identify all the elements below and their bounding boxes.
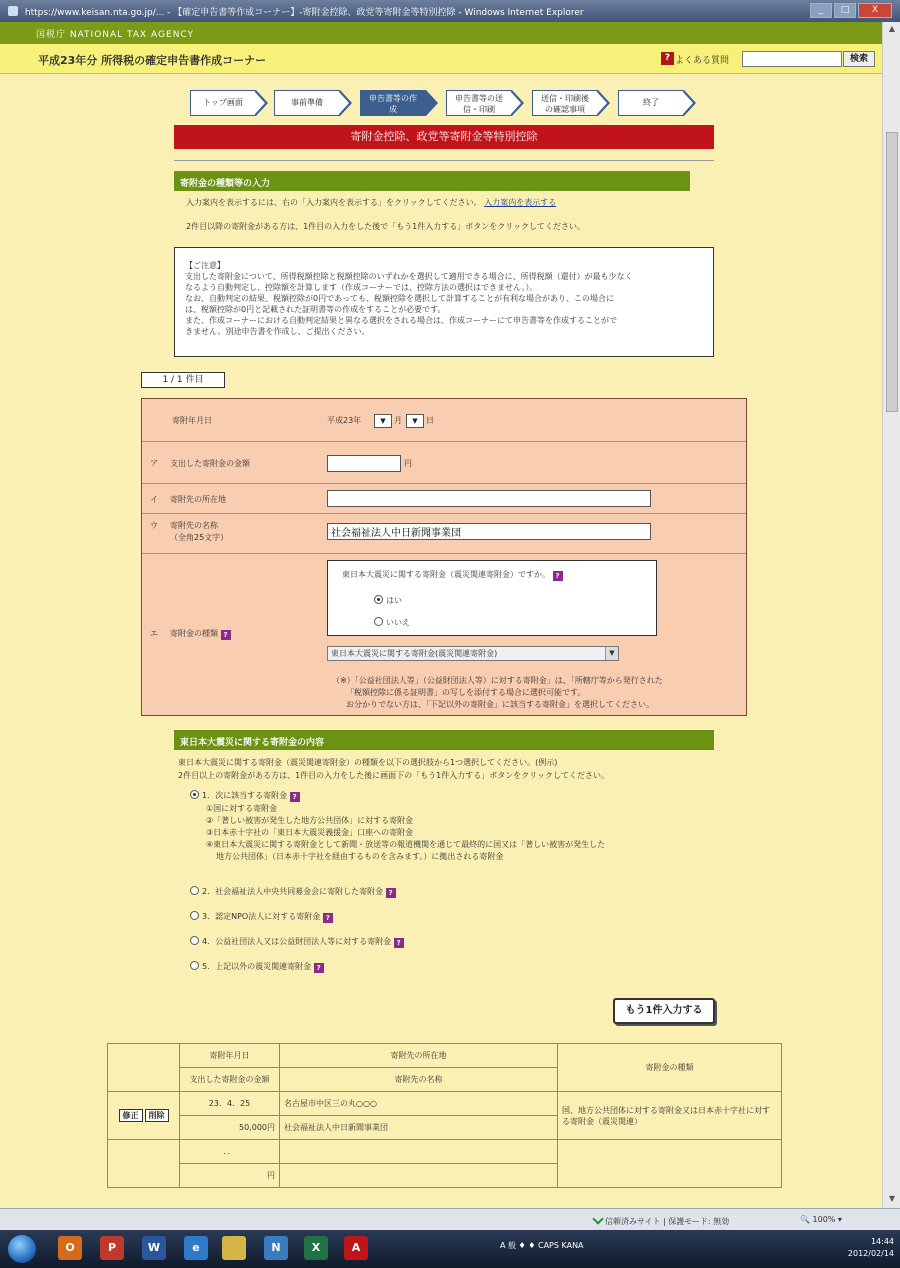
- section-header-quake: 東日本大震災に関する寄附金の内容: [174, 730, 714, 750]
- windows-taskbar: [0, 1230, 900, 1268]
- show-guide-link[interactable]: 入力案内を表示する: [484, 198, 557, 207]
- clock: [848, 1236, 894, 1260]
- help-icon[interactable]: ?: [314, 963, 324, 973]
- quake-option-5[interactable]: 5．上記以外の震災関連寄附金 ?: [190, 961, 324, 973]
- close-button[interactable]: X: [858, 3, 892, 18]
- minimize-button[interactable]: _: [810, 3, 832, 18]
- header-type: 寄附金の種類: [558, 1044, 782, 1092]
- radio-selected-icon[interactable]: [190, 790, 199, 799]
- option-detail: ③日本赤十字社の「東日本大震災義援金」口座への寄附金: [206, 828, 414, 837]
- edit-button[interactable]: 修正: [119, 1109, 143, 1122]
- date-era: 平成23年: [327, 416, 362, 425]
- window-controls: [810, 3, 892, 18]
- form-row-name: [142, 514, 746, 554]
- page-scrollbar[interactable]: [882, 22, 900, 1208]
- amount-unit: 円: [404, 459, 412, 468]
- month-select[interactable]: ▼: [374, 414, 392, 428]
- quake-option-1[interactable]: 1．次に該当する寄附金 ?: [190, 790, 300, 802]
- type-note: お分かりでない方は、「下記以外の寄附金」に該当する寄附金」を選択してください。: [346, 700, 654, 709]
- type-note: （※）「公益社団法人等」（公益財団法人等）に対する寄附金」は、「所轄庁等から発行された: [332, 676, 663, 685]
- help-icon[interactable]: ?: [323, 913, 333, 923]
- notice-line: なるよう自動判定し、控除額を計算します（作成コーナーでは、控除方法の選択はできません。）。: [185, 283, 538, 292]
- row-address: 名古屋市中区三の丸○○○: [280, 1092, 558, 1116]
- ie-icon: [8, 6, 18, 16]
- scroll-down-icon[interactable]: ▼: [888, 1194, 896, 1203]
- donation-form: [141, 398, 747, 716]
- quake-question-box: [327, 560, 657, 636]
- row-name: [280, 1164, 558, 1188]
- page-heading: 平成23年分 所得税の確定申告書作成コーナー: [38, 54, 267, 67]
- header-amount: 支出した寄附金の金額: [180, 1068, 280, 1092]
- section-header-donation-type: 寄附金の種類等の入力: [174, 171, 690, 191]
- notice-line: なお、自動判定の結果、税額控除が0円であっても、税額控除を選択して計算することが有利な場合があり、この場合に: [185, 294, 615, 303]
- start-button[interactable]: [8, 1235, 36, 1263]
- step-send-print: 申告書等の送信・印刷: [446, 90, 512, 116]
- quake-question: 東日本大震災に関する寄附金（震災関連寄附金）ですか。 ?: [342, 569, 563, 581]
- window-title: https://www.keisan.nta.go.jp/... - 【確定申告書等作成コーナー】-寄附金控除、政党等寄附金等特別控除 - Windows Internet Explorer: [24, 8, 584, 18]
- table-header-row: [108, 1044, 782, 1068]
- row-actions: [108, 1092, 180, 1140]
- scroll-up-icon[interactable]: ▲: [888, 24, 896, 33]
- radio-yes[interactable]: はい: [374, 595, 402, 606]
- option-detail: 地方公共団体」（日本赤十字社を経由するものを含みます。）に拠出される寄附金: [216, 852, 504, 861]
- browser-titlebar: [0, 0, 900, 22]
- radio-selected-icon[interactable]: [374, 595, 383, 604]
- step-arrow-icon: [256, 90, 268, 116]
- option-detail: ④東日本大震災に関する寄附金として新聞・放送等の報道機関を通じて最終的に国又は「著しい被害が発生した: [206, 840, 606, 849]
- type-note: 「税額控除に係る証明書」の写しを添付する場合に選択可能です。: [346, 688, 586, 697]
- quake-option-3[interactable]: 3．認定NPO法人に対する寄附金 ?: [190, 911, 333, 923]
- step-arrow-icon: [598, 90, 610, 116]
- divider: [174, 160, 714, 161]
- help-icon[interactable]: ?: [221, 630, 231, 640]
- search-input[interactable]: [742, 51, 842, 67]
- donation-summary-table: [107, 1043, 782, 1188]
- check-icon: [592, 1213, 603, 1224]
- row-address: [280, 1140, 558, 1164]
- folder-icon[interactable]: [222, 1236, 246, 1260]
- radio-icon[interactable]: [190, 886, 199, 895]
- add-another-button[interactable]: もう1件入力する: [613, 998, 715, 1024]
- day-unit: 日: [426, 416, 434, 425]
- step-top: トップ画面: [190, 90, 256, 116]
- quake-intro: 2件目以上の寄附金がある方は、1件目の入力をした後に画面下の「もう1件入力する」ボタンをクリックしてください。: [178, 771, 609, 780]
- chevron-down-icon[interactable]: ▼: [605, 647, 618, 660]
- excel-icon[interactable]: X: [304, 1236, 328, 1260]
- notice-title: 【ご注意】: [185, 261, 225, 270]
- form-row-date: [142, 399, 746, 442]
- header-bar: [0, 44, 882, 74]
- search-button[interactable]: 検索: [843, 51, 875, 67]
- help-icon[interactable]: ?: [661, 52, 674, 65]
- clock-time: 14:44: [870, 1237, 894, 1246]
- agency-name: 国税庁 NATIONAL TAX AGENCY: [36, 30, 195, 40]
- radio-no[interactable]: いいえ: [374, 617, 410, 628]
- row-date: ．．: [180, 1140, 280, 1164]
- date-label: 寄附年月日: [172, 416, 212, 425]
- radio-icon[interactable]: [190, 936, 199, 945]
- month-unit: 月: [394, 416, 402, 425]
- page-title: 寄附金控除、政党等寄附金等特別控除: [174, 125, 714, 149]
- row-type: 国、地方公共団体に対する寄附金又は日本赤十字社に対する寄附金（震災関連）: [558, 1092, 782, 1140]
- radio-icon[interactable]: [374, 617, 383, 626]
- notice-line: また、作成コーナーにおける自動判定結果と異なる選択をされる場合は、作成コーナーにて申告書等を作成することがで: [185, 316, 617, 325]
- step-prepare: 事前準備: [274, 90, 340, 116]
- radio-icon[interactable]: [190, 961, 199, 970]
- amount-label: ア 支出した寄附金の金額: [150, 459, 250, 468]
- record-counter: 1 / 1 件目: [141, 372, 225, 388]
- agency-bar: [0, 22, 882, 44]
- day-select[interactable]: ▼: [406, 414, 424, 428]
- intro-line: 入力案内を表示するには、右の「入力案内を表示する」をクリックしてください。 入力案内を表示する: [186, 198, 557, 207]
- header-date: 寄附年月日: [180, 1044, 280, 1068]
- maximize-button[interactable]: □: [834, 3, 856, 18]
- browser-statusbar: [0, 1208, 900, 1230]
- form-row-address: [142, 484, 746, 514]
- donation-type-select[interactable]: 東日本大震災に関する寄附金(震災関連寄附金) ▼: [327, 646, 619, 661]
- address-label: イ 寄附先の所在地: [150, 495, 226, 504]
- header-address: 寄附先の所在地: [280, 1044, 558, 1068]
- step-create: 申告書等の作成: [360, 90, 426, 116]
- form-row-amount: [142, 442, 746, 484]
- system-tray: A 般 ♦ ♦ CAPS KANA: [500, 1241, 584, 1250]
- name-label: ウ 寄附先の名称: [150, 521, 218, 530]
- word-icon[interactable]: W: [142, 1236, 166, 1260]
- security-zone: 信頼済みサイト | 保護モード: 無効: [594, 1215, 729, 1227]
- quake-option-2[interactable]: 2．社会福祉法人中央共同募金会に寄附した寄附金 ?: [190, 886, 396, 898]
- row-name: 社会福祉法人中日新聞事業団: [280, 1116, 558, 1140]
- step-end: 終了: [618, 90, 684, 116]
- row-amount: 50,000円: [180, 1116, 280, 1140]
- amount-input[interactable]: [327, 455, 401, 472]
- type-label: エ 寄附金の種類 ?: [150, 628, 231, 640]
- help-icon[interactable]: ?: [386, 888, 396, 898]
- row-type: [558, 1140, 782, 1188]
- help-icon[interactable]: ?: [394, 938, 404, 948]
- zoom-level[interactable]: 🔍 100% ▾: [800, 1215, 842, 1224]
- notice-line: 支出した寄附金について、所得税額控除と税額控除のいずれかを選択して適用できる場合に、所得税額（還付）が最も少なく: [185, 272, 633, 281]
- faq-link[interactable]: よくある質問: [675, 56, 730, 66]
- header-name: 寄附先の名称: [280, 1068, 558, 1092]
- quake-intro: 東日本大震災に関する寄附金（震災関連寄附金）の種類を以下の選択肢から1つ選択してください。(例示): [178, 758, 558, 767]
- notice-box: [174, 247, 714, 357]
- table-row: [108, 1140, 782, 1164]
- quake-option-4[interactable]: 4．公益社団法人又は公益財団法人等に対する寄附金 ?: [190, 936, 404, 948]
- option-detail: ①国に対する寄附金: [206, 804, 278, 813]
- outlook-icon[interactable]: O: [58, 1236, 82, 1260]
- row-actions: [108, 1140, 180, 1188]
- clock-date: 2012/02/14: [847, 1249, 894, 1258]
- help-icon[interactable]: ?: [290, 792, 300, 802]
- table-row: [108, 1092, 782, 1116]
- scroll-thumb[interactable]: [886, 132, 898, 412]
- acrobat-icon[interactable]: A: [344, 1236, 368, 1260]
- app-icon[interactable]: N: [264, 1236, 288, 1260]
- step-arrow-icon: [684, 90, 696, 116]
- intro-line: 2件目以降の寄附金がある方は、1件目の入力をした後で「もう1件入力する」ボタンをクリックしてください。: [186, 222, 585, 231]
- internet-explorer-icon[interactable]: e: [184, 1236, 208, 1260]
- step-arrow-icon: [512, 90, 524, 116]
- step-after-confirm: 送信・印刷後の確認事項: [532, 90, 598, 116]
- row-date: 23．4．25: [180, 1092, 280, 1116]
- notice-line: きません。別途申告書を作成し、ご提出ください。: [185, 327, 370, 336]
- row-amount: 円: [180, 1164, 280, 1188]
- radio-icon[interactable]: [190, 911, 199, 920]
- powerpoint-icon[interactable]: P: [100, 1236, 124, 1260]
- address-input[interactable]: [327, 490, 651, 507]
- name-sublabel: （全角25文字）: [170, 533, 229, 542]
- name-input[interactable]: [327, 523, 651, 540]
- delete-button[interactable]: 削除: [145, 1109, 169, 1122]
- table-cell: [108, 1044, 180, 1092]
- option-detail: ②「著しい被害が発生した地方公共団体」に対する寄附金: [206, 816, 414, 825]
- step-arrow-icon: [426, 90, 438, 116]
- notice-line: は、税額控除が0円と記載された証明書等の作成をすることが必要です。: [185, 305, 446, 314]
- step-arrow-icon: [340, 90, 352, 116]
- help-icon[interactable]: ?: [553, 571, 563, 581]
